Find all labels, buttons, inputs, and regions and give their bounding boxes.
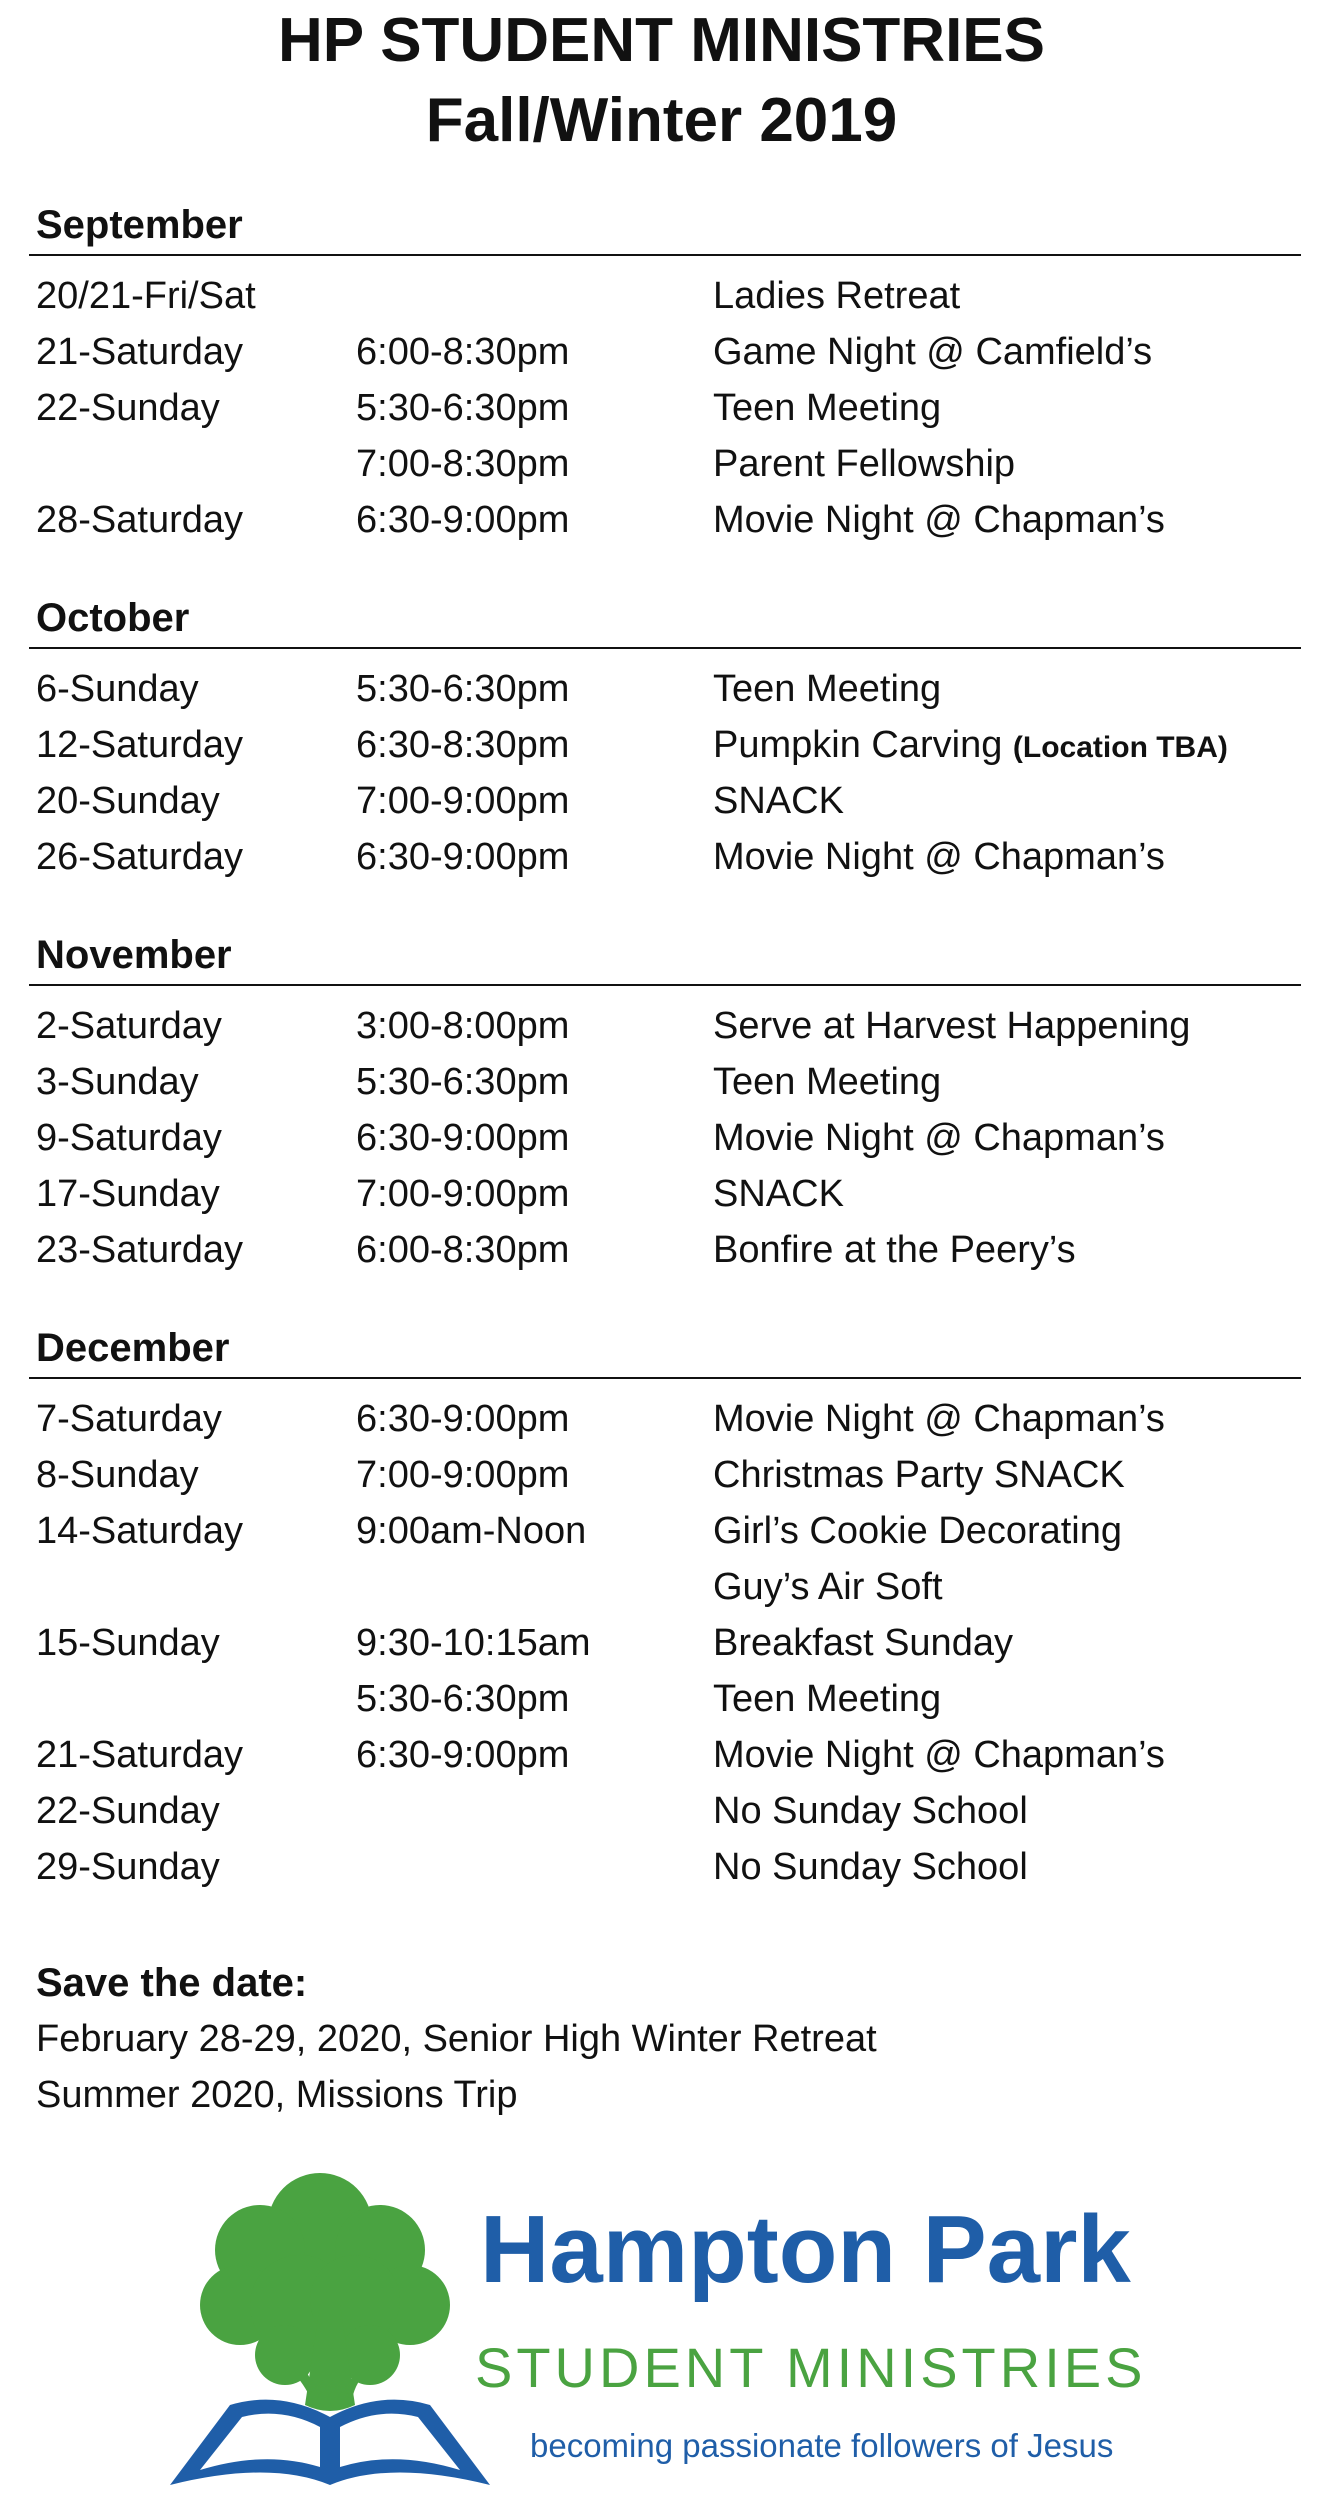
event-cell: SNACK (713, 779, 844, 822)
save-the-date-item: February 28-29, 2020, Senior High Winter Retreat (36, 2018, 877, 2060)
event-cell (713, 724, 1301, 767)
schedule-row (29, 1503, 1301, 1559)
schedule-row (29, 1727, 1301, 1783)
event-cell: Movie Night @ Chapman’s (713, 1116, 1165, 1159)
divider (29, 647, 1301, 649)
event-cell: Parent Fellowship (713, 442, 1016, 485)
schedule-row (29, 268, 1301, 324)
schedule-row (29, 324, 1301, 380)
event-cell: Girl’s Cookie Decorating (713, 1509, 1123, 1552)
date-cell: 20/21-Fri/Sat (36, 274, 256, 317)
month-section-december (29, 1323, 1301, 1895)
date-cell: 15-Sunday (36, 1621, 220, 1664)
logo-title: Hampton Park (480, 2196, 1131, 2303)
event-cell: Movie Night @ Chapman’s (713, 1733, 1165, 1776)
time-cell: 3:00-8:00pm (356, 1004, 570, 1047)
schedule-row (29, 1839, 1301, 1895)
schedule-row (29, 1447, 1301, 1503)
event-cell: Teen Meeting (713, 386, 942, 429)
date-cell: 17-Sunday (36, 1172, 220, 1215)
month-section-september (29, 200, 1301, 548)
event-cell: Ladies Retreat (713, 274, 961, 317)
time-cell: 9:00am-Noon (356, 1509, 587, 1552)
month-heading: November (36, 933, 232, 977)
time-cell: 7:00-9:00pm (356, 779, 570, 822)
date-cell: 2-Saturday (36, 1004, 222, 1047)
date-cell: 6-Sunday (36, 667, 199, 710)
time-cell: 6:30-9:00pm (356, 835, 570, 878)
time-cell: 9:30-10:15am (356, 1621, 591, 1664)
schedule-row (29, 661, 1301, 717)
date-cell: 22-Sunday (36, 1789, 220, 1832)
save-the-date-heading: Save the date: (36, 1961, 308, 2005)
time-cell: 6:00-8:30pm (356, 330, 570, 373)
time-cell: 6:30-8:30pm (356, 723, 570, 766)
event-cell: Game Night @ Camfield’s (713, 330, 1153, 373)
date-cell: 21-Saturday (36, 1733, 244, 1776)
event-text: Pumpkin Carving (713, 723, 1003, 766)
time-cell: 6:30-9:00pm (356, 1397, 570, 1440)
schedule-row (29, 829, 1301, 885)
event-cell: Bonfire at the Peery’s (713, 1228, 1076, 1271)
schedule-row (29, 380, 1301, 436)
logo-tagline: becoming passionate followers of Jesus (530, 2427, 1114, 2464)
schedule-row (29, 1391, 1301, 1447)
event-cell: Guy’s Air Soft (713, 1565, 943, 1608)
date-cell: 8-Sunday (36, 1453, 199, 1496)
date-cell: 20-Sunday (36, 779, 220, 822)
time-cell: 6:00-8:30pm (356, 1228, 570, 1271)
schedule-row (29, 436, 1301, 492)
schedule-row (29, 1671, 1301, 1727)
date-cell: 3-Sunday (36, 1060, 199, 1103)
schedule-row (29, 773, 1301, 829)
event-cell: Teen Meeting (713, 667, 942, 710)
page-subtitle: Fall/Winter 2019 (425, 86, 898, 155)
event-cell: Breakfast Sunday (713, 1621, 1013, 1664)
divider (29, 254, 1301, 256)
date-cell: 21-Saturday (36, 330, 244, 373)
month-heading: December (36, 1326, 230, 1370)
page-title: HP STUDENT MINISTRIES (277, 6, 1046, 75)
location-note: (Location TBA) (1012, 730, 1228, 764)
month-heading: September (36, 203, 243, 247)
divider (29, 984, 1301, 986)
schedule-row (29, 492, 1301, 548)
month-section-november (29, 930, 1301, 1278)
month-heading: October (36, 596, 190, 640)
schedule-row (29, 1054, 1301, 1110)
time-cell: 6:30-9:00pm (356, 1116, 570, 1159)
event-cell: SNACK (713, 1172, 844, 1215)
schedule-row (29, 1166, 1301, 1222)
time-cell: 5:30-6:30pm (356, 386, 570, 429)
date-cell: 28-Saturday (36, 498, 244, 541)
event-cell: Serve at Harvest Happening (713, 1004, 1191, 1047)
event-cell: Teen Meeting (713, 1060, 942, 1103)
date-cell: 23-Saturday (36, 1228, 244, 1271)
event-cell: No Sunday School (713, 1789, 1028, 1832)
save-the-date-section (36, 1955, 877, 2123)
time-cell: 5:30-6:30pm (356, 667, 570, 710)
date-cell: 14-Saturday (36, 1509, 244, 1552)
schedule-row (29, 1559, 1301, 1615)
time-cell: 7:00-9:00pm (356, 1453, 570, 1496)
event-cell: Movie Night @ Chapman’s (713, 498, 1165, 541)
date-cell: 7-Saturday (36, 1397, 222, 1440)
date-cell: 9-Saturday (36, 1116, 222, 1159)
time-cell: 7:00-9:00pm (356, 1172, 570, 1215)
time-cell: 6:30-9:00pm (356, 498, 570, 541)
event-cell: Christmas Party SNACK (713, 1453, 1125, 1496)
date-cell: 22-Sunday (36, 386, 220, 429)
event-cell: Teen Meeting (713, 1677, 942, 1720)
save-the-date-item: Summer 2020, Missions Trip (36, 2074, 518, 2116)
schedule-row (29, 1783, 1301, 1839)
time-cell: 6:30-9:00pm (356, 1733, 570, 1776)
schedule-row (29, 1222, 1301, 1278)
event-cell: No Sunday School (713, 1845, 1028, 1888)
time-cell: 7:00-8:30pm (356, 442, 570, 485)
divider (29, 1377, 1301, 1379)
event-cell: Movie Night @ Chapman’s (713, 835, 1165, 878)
logo-subtitle: STUDENT MINISTRIES (475, 2336, 1147, 2399)
schedule-row (29, 998, 1301, 1054)
tree-on-open-book-icon (170, 2155, 500, 2500)
hampton-park-logo (170, 2155, 1160, 2500)
schedule-row (29, 1110, 1301, 1166)
date-cell: 12-Saturday (36, 723, 244, 766)
month-section-october (29, 593, 1301, 885)
time-cell: 5:30-6:30pm (356, 1677, 570, 1720)
schedule-row (29, 1615, 1301, 1671)
date-cell: 26-Saturday (36, 835, 244, 878)
time-cell: 5:30-6:30pm (356, 1060, 570, 1103)
schedule-row (29, 717, 1301, 773)
event-cell: Movie Night @ Chapman’s (713, 1397, 1165, 1440)
date-cell: 29-Sunday (36, 1845, 220, 1888)
